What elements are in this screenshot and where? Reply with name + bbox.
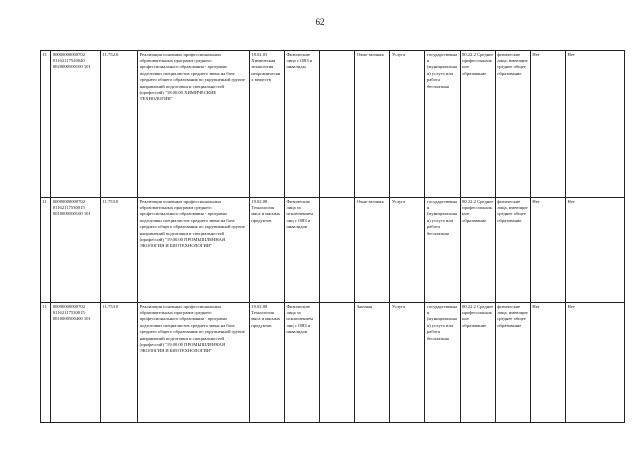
study-form: Очно-заочная: [355, 198, 390, 303]
service-type: Услуга: [390, 303, 425, 423]
service-code: 11.752.0: [100, 51, 137, 198]
okved-code: 80.22.2 Среднее профессиональное образование: [460, 198, 495, 303]
registry-code: 00000000000702 01162117520040 0020000500100 101: [51, 51, 101, 198]
specialty: 19.02.08 Технология мяса и мясных продуктов: [249, 303, 284, 423]
page-number: 62: [315, 17, 325, 27]
table-row: [41, 51, 625, 198]
flag-cell: Нет: [566, 303, 625, 423]
flag-cell: Нет: [530, 303, 565, 423]
program-description: Реализация основных профессиональных образовательных программ среднего профессионального образования - программ подготовки специалистов среднего звена на базе среднего общего образования по укрупненной группе направлений подготовки и специальностей (профессий) "19.00.00 ПРОМЫШЛЕННАЯ ЭКОЛОГИЯ И БИОТЕХНОЛОГИИ": [138, 198, 250, 303]
service-basis: государственная (муниципальная) услуга или работа бесплатная: [425, 51, 460, 198]
recipient-category: Физические лица за исключением лиц с ОВЗ и инвалидов: [284, 303, 319, 423]
empty-cell: [320, 198, 355, 303]
service-code: 11.753.0: [100, 303, 137, 423]
recipients: физические лица, имеющие среднее общее образование: [495, 198, 530, 303]
row-number: 11: [41, 198, 51, 303]
program-description: Реализация основных профессиональных образовательных программ среднего профессионального образования - программ подготовки специалистов среднего звена на базе среднего общего образования по укрупненной группе направлений подготовки и специальностей (профессий) "19.00.00 ПРОМЫШЛЕННАЯ ЭКОЛОГИЯ И БИОТЕХНОЛОГИИ": [138, 303, 250, 423]
flag-cell: Нет: [530, 198, 565, 303]
registry-code: 00000000000702 01162117530015 0010000500100 101: [51, 198, 101, 303]
empty-cell: [320, 303, 355, 423]
service-basis: государственная (муниципальная) услуга или работа бесплатная: [425, 303, 460, 423]
empty-cell: [320, 51, 355, 198]
program-description: Реализация основных профессиональных образовательных программ среднего профессионального образования - программ подготовки специалистов среднего звена на базе среднего общего образования по укрупненной группе направлений подготовки и специальностей (профессий) "18.00.00 ХИМИЧЕСКИЕ ТЕХНОЛОГИИ": [138, 51, 250, 198]
specialty: 18.02.03 Химическая технология неорганических веществ: [249, 51, 284, 198]
specialty: 19.02.08 Технология мяса и мясных продуктов: [249, 198, 284, 303]
recipients: физические лица, имеющие среднее общее образование: [495, 303, 530, 423]
service-type: Услуга: [390, 198, 425, 303]
study-form: Заочная: [355, 303, 390, 423]
services-registry-table: [40, 50, 625, 423]
okved-code: 80.22.2 Среднее профессиональное образование: [460, 51, 495, 198]
okved-code: 80.22.2 Среднее профессиональное образование: [460, 303, 495, 423]
flag-cell: Нет: [566, 51, 625, 198]
registry-code: 00000000000702 01162117530015 0010000500400 101: [51, 303, 101, 423]
flag-cell: Нет: [566, 198, 625, 303]
row-number: 11: [41, 51, 51, 198]
service-type: Услуга: [390, 51, 425, 198]
recipients: физические лица, имеющие среднее общее образование: [495, 51, 530, 198]
flag-cell: Нет: [530, 51, 565, 198]
table-row: [41, 303, 625, 423]
service-basis: государственная (муниципальная) услуга или работа бесплатная: [425, 198, 460, 303]
service-code: 11.753.0: [100, 198, 137, 303]
table-row: [41, 198, 625, 303]
study-form: Очно-заочная: [355, 51, 390, 198]
recipient-category: Физические лица за исключением лиц с ОВЗ и инвалидов: [284, 198, 319, 303]
row-number: 11: [41, 303, 51, 423]
recipient-category: Физические лица с ОВЗ и инвалиды: [284, 51, 319, 198]
